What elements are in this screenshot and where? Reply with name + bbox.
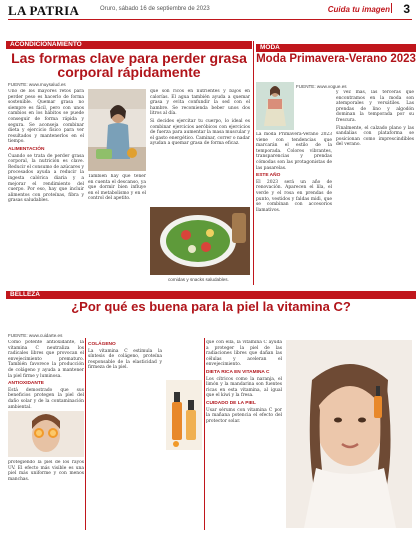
source-line: FUENTE: www.vogue.es xyxy=(296,84,347,89)
paragraph: Los cítricos como la naranja, el limón y la mandarina son fuentes ricas en esta vitamina, al igual que el kiwi y la fresa. xyxy=(206,376,282,399)
source-line: FUENTE: www.muysalud.es xyxy=(8,82,66,87)
photo-caption: comidas y snacks saludables. xyxy=(168,277,229,282)
article1-col1 xyxy=(8,89,84,285)
article3-col1-cont xyxy=(8,460,84,530)
newspaper-title: LA PATRIA xyxy=(8,3,80,18)
paragraph: Uno de los mayores retos para perder peso es hacerlo de forma sostenible. Quemar grasa no siempre es fácil, pero con unos cambios en los hábitos se puede conseguir de forma rápida y segura. Se aconseja combinar dieta y ejercicio físico para ver resultados y mantenerlos en el tiempo. xyxy=(8,89,84,145)
category-label: MODA xyxy=(256,44,284,52)
headline-vitamina-c: ¿Por qué es buena para la piel la vitamina C? xyxy=(71,299,351,314)
section-divider xyxy=(391,3,400,13)
source-line: FUENTE: www.cuidarte.es xyxy=(8,333,63,338)
photo-salad-bowl xyxy=(150,207,250,275)
headline-grasa: Las formas clave para perder grasa corporal rápidamente xyxy=(11,50,247,81)
paragraph: que con ella, la vitamina C ayuda a proteger la piel de las radiaciones libres que dañan las células y aceleran el envejecimiento. xyxy=(206,340,282,368)
paragraph: y vez más, las terceras que encontramos en la moda son atemporales y versátiles. Las prendas de lino y algodón dominan la temporada por su frescura. xyxy=(336,90,414,123)
page-number: 3 xyxy=(403,2,410,16)
subheading: ALIMENTACIÓN xyxy=(8,146,45,152)
subheading: CUIDADO DE LA PIEL xyxy=(206,400,256,406)
article2-col1 xyxy=(256,132,332,284)
paragraph: Si decides ejercitar tu cuerpo, lo ideal es combinar ejercicios aeróbicos con ejercicios de fuerza para aumentar la masa muscular y el gasto energético. Caminar, correr o nadar ayudan a quemar grasa de forma eficaz. xyxy=(150,118,250,147)
issue-date: Oruro, sábado 16 de septiembre de 2023 xyxy=(100,6,210,12)
section-name: Cuida tu imagen xyxy=(327,5,390,14)
paragraph: que son ricos en nutrientes y bajos en calorías. El agua también ayuda a quemar grasa y evita confundir la sed con el hambre. Se recomienda beber unos dos litros al día. xyxy=(150,89,250,117)
masthead xyxy=(8,3,412,19)
article3-col2 xyxy=(88,340,162,530)
subheading: COLÁGENO xyxy=(88,342,116,347)
article3-col1 xyxy=(8,340,84,408)
paragraph: Usar sérums con vitamina C por la mañana potencia el efecto del protector solar. xyxy=(206,407,282,424)
article1-col2-bottom xyxy=(88,174,146,286)
paragraph: Está demostrado que sus beneficios protegen la piel del daño solar y de la contaminación ambiental. xyxy=(8,387,84,408)
category-bar-acondicionamiento xyxy=(6,41,252,49)
column-divider xyxy=(204,338,205,530)
photo-fashion-model xyxy=(256,82,294,130)
subheading: ANTIOXIDANTE xyxy=(8,381,44,387)
paragraph: La moda Primavera-Verano 2023 viene con tendencias que marcarán el estilo de la temporada. Colores vibrantes, transparencias y prendas cómodas son las protagonistas de las pasarelas. xyxy=(256,132,332,171)
subheading: DIETA RICA EN VITAMINA C xyxy=(206,369,270,375)
subheading: ESTE AÑO xyxy=(256,173,281,179)
category-label: ACONDICIONAMIENTO xyxy=(6,41,86,49)
paragraph: También hay que tener en cuenta el descanso, ya que dormir bien influye en el metabolismo y en el control del apetito. xyxy=(88,174,146,202)
article2-col2 xyxy=(336,90,414,284)
headline-moda: Moda Primavera-Verano 2023 xyxy=(256,53,416,65)
article1-col2-top xyxy=(150,89,250,204)
category-bar-belleza xyxy=(6,291,416,299)
paragraph: Cuando se trata de perder grasa corporal, la nutrición es clave. Reducir el consumo de azúcares y procesados ayuda a reducir la ingesta calórica diaria y a mejorar el rendimiento del cuerpo. Por eso, hay que incluir alimentos con proteínas, fibra y grasas saludables. xyxy=(8,153,84,204)
photo-serum-bottles xyxy=(166,380,202,450)
article3-col3 xyxy=(206,340,282,530)
category-bar-moda xyxy=(256,44,416,52)
photo-woman-orange xyxy=(8,411,84,457)
column-divider xyxy=(253,41,254,285)
photo-woman-serum xyxy=(286,340,412,528)
paragraph: El 2023 será un año de renovación. Aparecen el lila, el verde y el rosa en prendas de punto, vestidos y faldas midi, que se combinan con accesorios llamativos. xyxy=(256,179,332,213)
paragraph: Finalmente, el calzado plano y las sandalias con plataforma se posicionan como imprescindibles del verano. xyxy=(336,125,414,148)
paragraph: La vitamina C estimula la síntesis de colágeno, proteína responsable de la elasticidad y firmeza de la piel. xyxy=(88,348,162,371)
masthead-rule xyxy=(8,19,412,20)
paragraph: Como potente antioxidante, la vitamina C neutraliza los radicales libres que provocan el envejecimiento prematuro. También favorece la producción de colágeno y ayuda a mantener la piel firme y luminosa. xyxy=(8,340,84,379)
photo-woman-kitchen xyxy=(88,89,146,171)
paragraph: protegiendo la piel de los rayos UV. El efecto más visible es una piel más uniforme y con menos manchas. xyxy=(8,460,84,482)
column-divider xyxy=(85,338,86,530)
category-label: BELLEZA xyxy=(6,291,44,299)
